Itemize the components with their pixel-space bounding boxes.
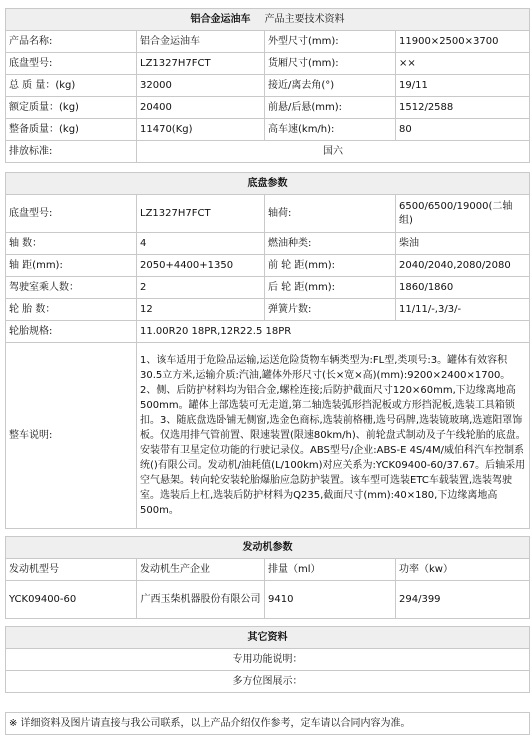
chassis-title: 底盘参数 bbox=[6, 173, 530, 195]
label-cell: 轴 数： bbox=[6, 233, 137, 255]
table-row bbox=[6, 581, 530, 619]
table-row bbox=[6, 559, 530, 581]
value-cell: 4 bbox=[137, 233, 265, 255]
product-table bbox=[5, 8, 530, 163]
spacer-cell bbox=[6, 693, 530, 713]
table-row bbox=[6, 693, 530, 713]
label-cell: 底盘型号: bbox=[6, 53, 137, 75]
other-table bbox=[5, 626, 530, 735]
table-row bbox=[6, 671, 530, 693]
table-row bbox=[6, 649, 530, 671]
label-cell: 总 质 量：(kg) bbox=[6, 75, 137, 97]
label-cell: 底盘型号: bbox=[6, 195, 137, 233]
table-row bbox=[6, 343, 530, 529]
table-row bbox=[6, 233, 530, 255]
engine-header-row bbox=[6, 537, 530, 559]
tire-label: 轮胎规格: bbox=[6, 321, 137, 343]
table-row bbox=[6, 53, 530, 75]
table-row bbox=[6, 321, 530, 343]
table-row bbox=[6, 195, 530, 233]
product-header bbox=[6, 9, 530, 31]
value-cell: 2 bbox=[137, 277, 265, 299]
value-cell: ×× bbox=[396, 53, 530, 75]
label-cell: 后 轮 距(mm): bbox=[265, 277, 396, 299]
value-cell: 1512/2588 bbox=[396, 97, 530, 119]
engine-title: 发动机参数 bbox=[6, 537, 530, 559]
value-cell: 6500/6500/19000(二轴组) bbox=[396, 195, 530, 233]
emission-label: 排放标准: bbox=[6, 141, 137, 163]
value-cell: 11470(Kg) bbox=[137, 119, 265, 141]
other-title: 其它资料 bbox=[6, 627, 530, 649]
value-cell: 2050+4400+1350 bbox=[137, 255, 265, 277]
value-cell: 1860/1860 bbox=[396, 277, 530, 299]
other-header-row bbox=[6, 627, 530, 649]
label-cell: 轮 胎 数： bbox=[6, 299, 137, 321]
emission-value: 国六 bbox=[137, 141, 530, 163]
label-cell: 燃油种类: bbox=[265, 233, 396, 255]
value-cell: 11900×2500×3700 bbox=[396, 31, 530, 53]
value-cell: 19/11 bbox=[396, 75, 530, 97]
engine-power: 294/399 bbox=[396, 581, 530, 619]
label-cell: 整备质量：(kg) bbox=[6, 119, 137, 141]
tire-value: 11.00R20 18PR,12R22.5 18PR bbox=[137, 321, 530, 343]
column-header: 功率（kw） bbox=[396, 559, 530, 581]
value-cell: LZ1327H7FCT bbox=[137, 195, 265, 233]
label-cell: 货厢尺寸(mm): bbox=[265, 53, 396, 75]
chassis-header-row bbox=[6, 173, 530, 195]
table-row bbox=[6, 141, 530, 163]
label-cell: 接近/离去角(°) bbox=[265, 75, 396, 97]
engine-maker: 广西玉柴机器股份有限公司 bbox=[137, 581, 265, 619]
engine-model: YCK09400-60 bbox=[6, 581, 137, 619]
special-function-label: 专用功能说明： bbox=[6, 649, 530, 671]
value-cell: 80 bbox=[396, 119, 530, 141]
column-header: 发动机生产企业 bbox=[137, 559, 265, 581]
value-cell: 12 bbox=[137, 299, 265, 321]
label-cell: 轴 距(mm): bbox=[6, 255, 137, 277]
value-cell: LZ1327H7FCT bbox=[137, 53, 265, 75]
product-header-row bbox=[6, 9, 530, 31]
disclaimer-note: ※ 详细资料及图片请直接与我公司联系，以上产品介绍仅作参考，定车请以合同内容为准。 bbox=[6, 713, 530, 735]
table-row bbox=[6, 299, 530, 321]
column-header: 排量（ml） bbox=[265, 559, 396, 581]
table-row bbox=[6, 713, 530, 735]
chassis-table bbox=[5, 172, 530, 529]
table-row bbox=[6, 75, 530, 97]
desc-label: 整车说明: bbox=[6, 343, 137, 529]
desc-value: 1、该车适用于危险品运输,运送危险货物车辆类型为:FL型,类项号:3。罐体有效容积30.5立方米,运输介质:汽油,罐体外形尺寸(长×宽×高)(mm):9200×2400×1700。2、侧、后防护材料均为铝合金,螺栓连接;后防护截面尺寸120×60mm,下边缘离地高500mm。罐体上部选装可无走道,第二轴选装弧形挡泥板或方形挡泥板,选装工具箱锁扣。3、随底盘选卧铺无侧窗,选金色商标,选装前格栅,选号码牌,选装镜玻璃,选遮阳罩饰板。仅选用排气管前置、限速装置(限速80km/h)、前轮盘式制动及子午线轮胎的底盘。安装带有卫星定位功能的行驶记录仪。ABS型号/企业:ABS-E 4S/4M/威伯科汽车控制系统()有限公司。发动机/油耗值(L/100km)对应关系为:YCK09400-60/37.67。后轴采用空气悬架。转向轮安装轮胎爆胎应急防护装置。该车型可选装ETC车载装置,选装驾驶室。选装后上杠,选装后防护材料为Q235,截面尺寸(mm):40×180,下边缘离地高500m。 bbox=[137, 343, 530, 529]
value-cell: 11/11/-,3/3/- bbox=[396, 299, 530, 321]
label-cell: 外型尺寸(mm): bbox=[265, 31, 396, 53]
value-cell: 2040/2040,2080/2080 bbox=[396, 255, 530, 277]
photo-gallery-label: 多方位图展示： bbox=[6, 671, 530, 693]
label-cell: 前 轮 距(mm): bbox=[265, 255, 396, 277]
label-cell: 额定质量：(kg) bbox=[6, 97, 137, 119]
label-cell: 产品名称: bbox=[6, 31, 137, 53]
product-title: 铝合金运油车 bbox=[190, 13, 251, 25]
value-cell: 铝合金运油车 bbox=[137, 31, 265, 53]
table-row bbox=[6, 277, 530, 299]
column-header: 发动机型号 bbox=[6, 559, 137, 581]
engine-table bbox=[5, 536, 530, 619]
label-cell: 高车速(km/h): bbox=[265, 119, 396, 141]
table-row bbox=[6, 97, 530, 119]
value-cell: 32000 bbox=[137, 75, 265, 97]
product-subtitle: 产品主要技术资料 bbox=[264, 13, 345, 25]
label-cell: 前悬/后悬(mm): bbox=[265, 97, 396, 119]
label-cell: 轴荷: bbox=[265, 195, 396, 233]
label-cell: 驾驶室乘人数： bbox=[6, 277, 137, 299]
label-cell: 弹簧片数: bbox=[265, 299, 396, 321]
table-row bbox=[6, 31, 530, 53]
table-row bbox=[6, 255, 530, 277]
engine-displacement: 9410 bbox=[265, 581, 396, 619]
table-row bbox=[6, 119, 530, 141]
value-cell: 柴油 bbox=[396, 233, 530, 255]
value-cell: 20400 bbox=[137, 97, 265, 119]
